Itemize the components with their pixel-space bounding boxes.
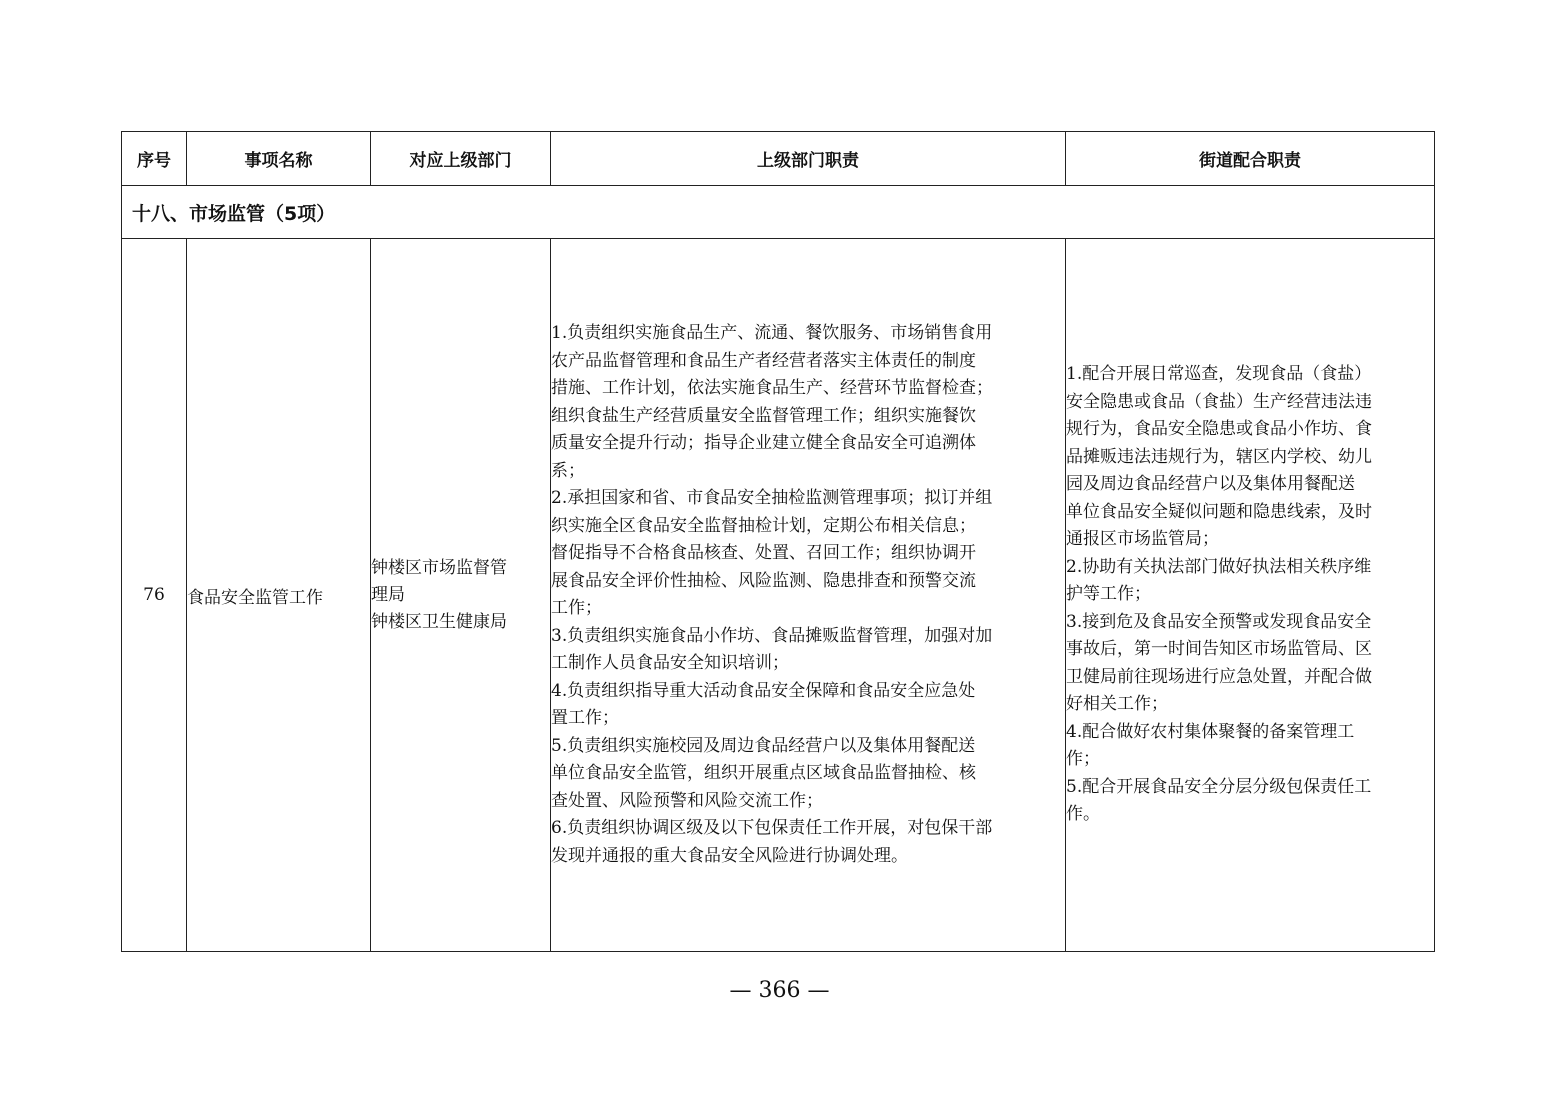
cooperation-line: 护等工作；	[1066, 584, 1151, 605]
cooperation-line: 作。	[1066, 804, 1100, 825]
row-item-name: 食品安全监管工作	[187, 239, 371, 952]
duty-line: 6.负责组织协调区级及以下包保责任工作开展，对包保干部	[551, 818, 993, 838]
duty-line: 农产品监督管理和食品生产者经营者落实主体责任的制度	[551, 350, 976, 371]
cooperation-line: 3.接到危及食品安全预警或发现食品安全	[1066, 611, 1372, 632]
department-line: 钟楼区市场监督管	[371, 557, 507, 578]
cooperation-line: 单位食品安全疑似问题和隐患线索，及时	[1066, 501, 1372, 522]
duty-line: 2.承担国家和省、市食品安全抽检监测管理事项；拟订并组	[551, 488, 993, 508]
row-street-cooperation	[1066, 239, 1435, 952]
cooperation-line: 规行为，食品安全隐患或食品小作坊、食	[1066, 419, 1372, 440]
duty-line: 置工作；	[551, 708, 619, 728]
cooperation-line: 2.协助有关执法部门做好执法相关秩序维	[1066, 556, 1372, 577]
header-superior-duties: 上级部门职责	[551, 132, 1066, 186]
duty-line: 1.负责组织实施食品生产、流通、餐饮服务、市场销售食用	[551, 323, 993, 343]
duty-line: 系；	[551, 460, 585, 481]
duty-line: 督促指导不合格食品核查、处置、召回工作；组织协调开	[551, 543, 976, 563]
header-street-cooperation: 街道配合职责	[1066, 132, 1435, 186]
duty-line: 组织食盐生产经营质量安全监督管理工作；组织实施餐饮	[551, 405, 976, 426]
duty-table	[121, 131, 1435, 952]
row-number: 76	[122, 239, 187, 952]
section-title: 十八、市场监管（5项）	[122, 186, 1435, 239]
department-line: 钟楼区卫生健康局	[371, 611, 507, 632]
cooperation-line: 卫健局前往现场进行应急处置，并配合做	[1066, 666, 1372, 687]
cooperation-line: 品摊贩违法违规行为，辖区内学校、幼儿	[1066, 446, 1372, 467]
duty-line: 4.负责组织指导重大活动食品安全保障和食品安全应急处	[551, 680, 976, 701]
cooperation-line: 好相关工作；	[1066, 694, 1168, 715]
row-departments	[371, 239, 551, 952]
header-seq: 序号	[122, 132, 187, 186]
section-row	[122, 186, 1435, 239]
duty-line: 工制作人员食品安全知识培训；	[551, 653, 789, 673]
duty-line: 单位食品安全监管，组织开展重点区域食品监督抽检、核	[551, 763, 976, 783]
duty-line: 3.负责组织实施食品小作坊、食品摊贩监督管理，加强对加	[551, 625, 993, 646]
cooperation-line: 园及周边食品经营户以及集体用餐配送	[1066, 474, 1355, 495]
cooperation-line: 作；	[1066, 749, 1100, 770]
page-number: — 366 —	[729, 978, 830, 1003]
duty-line: 查处置、风险预警和风险交流工作；	[551, 790, 823, 811]
header-item-name: 事项名称	[187, 132, 371, 186]
duty-line: 5.负责组织实施校园及周边食品经营户以及集体用餐配送	[551, 735, 976, 756]
duty-line: 措施、工作计划，依法实施食品生产、经营环节监督检查；	[551, 378, 993, 398]
duty-line: 展食品安全评价性抽检、风险监测、隐患排查和预警交流	[551, 570, 976, 591]
duty-line: 工作；	[551, 598, 602, 618]
row-superior-duties	[551, 239, 1066, 952]
cooperation-line: 5.配合开展食品安全分层分级包保责任工	[1066, 776, 1372, 797]
cooperation-line: 4.配合做好农村集体聚餐的备案管理工	[1066, 721, 1355, 742]
cooperation-line: 1.配合开展日常巡查，发现食品（食盐）	[1066, 364, 1372, 385]
cooperation-line: 通报区市场监管局；	[1066, 529, 1219, 550]
duty-line: 织实施全区食品安全监督抽检计划，定期公布相关信息；	[551, 515, 976, 536]
department-line: 理局	[371, 584, 405, 605]
cooperation-line: 安全隐患或食品（食盐）生产经营违法违	[1066, 391, 1372, 412]
header-superior-dept: 对应上级部门	[371, 132, 551, 186]
duty-line: 质量安全提升行动；指导企业建立健全食品安全可追溯体	[551, 433, 976, 453]
header-row	[122, 132, 1435, 186]
duty-line: 发现并通报的重大食品安全风险进行协调处理。	[551, 845, 908, 866]
table-row	[122, 239, 1435, 952]
cooperation-line: 事故后，第一时间告知区市场监管局、区	[1066, 639, 1372, 660]
